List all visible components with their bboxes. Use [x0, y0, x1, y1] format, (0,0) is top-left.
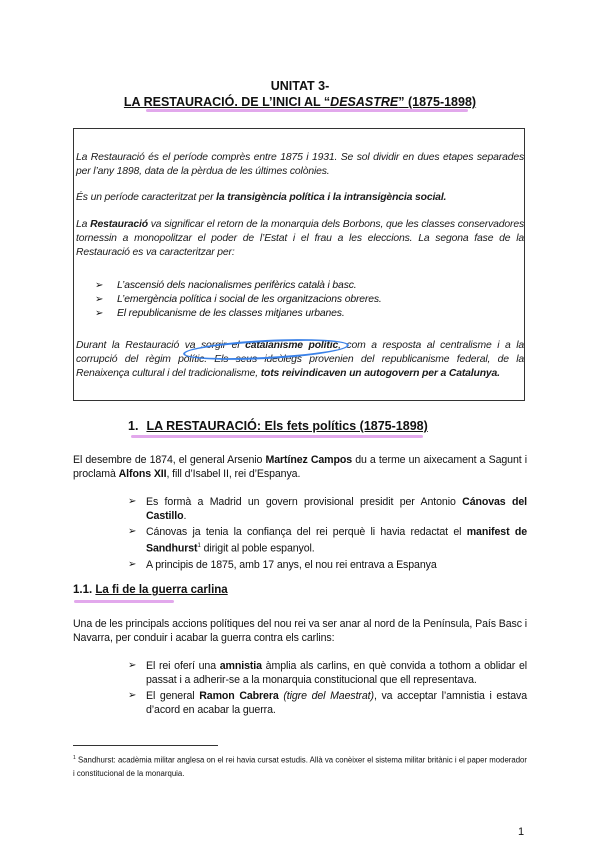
unit-title: UNITAT 3- [270, 79, 330, 93]
list-item-text: El republicanisme de les classes mitjanes urbanes. [117, 308, 345, 319]
list-item-text: L’emergència política i social de les organitzacions obreres. [117, 294, 382, 305]
bold-text: Ramon Cabrera [199, 690, 279, 702]
text: va significar el retorn de la monarquia dels Borbons, que les classes conservadores tornessin a monopolitzar el poder de l’Estat i el frau a les eleccions. La segona fase de la Restauració es va caracteritzar per: [76, 219, 524, 258]
summary-paragraph [76, 218, 524, 260]
text: du a terme un aixecament a Sagunt i proclamà [73, 454, 527, 480]
body-paragraph: Una de les principals accions polítiques del nou rei va ser anar al nord de la Península, País Basc i Navarra, per conduir i acabar la guerra contra els carlins: [73, 618, 527, 644]
section-heading [128, 419, 428, 433]
arrow-bullet-icon: ➢ [128, 558, 137, 570]
text: El general [146, 690, 200, 702]
section-title: LA RESTAURACIÓ: Els fets polítics (1875-1898) [146, 419, 428, 433]
text: El desembre de 1874, el general Arsenio [73, 454, 266, 466]
text: És un període caracteritzat per [76, 192, 217, 203]
arrow-bullet-icon: ➢ [95, 308, 104, 319]
list-item [128, 558, 527, 572]
text: , fill d’Isabel II, rei d’Espanya. [166, 468, 301, 480]
bullet-list [128, 659, 527, 719]
footnote-separator [73, 745, 218, 746]
title-part: ” (1875-1898) [398, 95, 477, 109]
section-number: 1. [128, 419, 139, 433]
list-item [95, 307, 382, 321]
list-item [95, 293, 382, 307]
arrow-bullet-icon: ➢ [128, 660, 137, 671]
section-number: 1.1. [73, 584, 93, 596]
text: àmplia als carlins, en què convida a tothom a oblidar el passat i a adherir-se a la monarquia constitucional que ell representava. [146, 660, 528, 686]
title-emphasis: DESASTRE [330, 95, 399, 109]
text: Cánovas ja tenia la confiança del rei perquè li havia redactat el [146, 526, 467, 538]
footnote-reference[interactable]: 1 [197, 543, 201, 549]
summary-paragraph: La Restauració és el període comprès entre 1875 i 1931. Se sol dividir en dues etapes separades per l’any 1898, data de la pèrdua de les últimes colònies. [76, 152, 524, 177]
bold-text: Alfons XII [118, 468, 167, 480]
document-title [0, 95, 600, 109]
section-title: La fi de la guerra carlina [95, 584, 228, 596]
bold-text: Martínez Campos [265, 454, 353, 466]
highlighter-mark [74, 600, 174, 603]
summary-bullets [95, 279, 382, 321]
list-item [128, 689, 527, 717]
text: , com a resposta al centralisme i a la corrupció del règim polític. Els seus ideòlegs provenien del republicanisme federal, de la Renaixença cultural i del tradicionalisme, [76, 340, 524, 379]
arrow-bullet-icon: ➢ [95, 280, 104, 291]
body-paragraph [73, 453, 527, 481]
text: La [76, 219, 91, 230]
footnote-text: Sandhurst: acadèmia militar anglesa on el rei havia cursat estudis. Allà va conèixer el sistema militar britànic i el paper moderador i constitucional de la monarquia. [73, 755, 527, 778]
highlighter-mark [146, 109, 468, 112]
footnote-mark: 1 [73, 755, 76, 761]
arrow-bullet-icon: ➢ [128, 526, 137, 537]
title-part: LA RESTAURACIÓ. DE L’INICI AL “ [123, 95, 331, 109]
list-item [95, 279, 382, 293]
highlighter-mark [131, 435, 423, 438]
bold-text: la transigència política i la intransigència social. [216, 192, 447, 203]
list-item [128, 495, 527, 523]
bold-text: amnistia [219, 660, 262, 672]
list-item [128, 659, 527, 687]
italic-text: (tigre del Maestrat) [278, 690, 374, 702]
bold-text: Restauració [90, 219, 148, 230]
subsection-heading [73, 584, 228, 596]
summary-paragraph [76, 191, 524, 205]
bold-text: Cánovas del Castillo [146, 496, 527, 522]
bold-text: catalanisme polític [245, 340, 339, 351]
bold-text: tots reivindicaven un autogovern per a Catalunya. [260, 368, 500, 379]
footnote [73, 752, 527, 780]
list-item [128, 525, 527, 556]
text: , va acceptar l’amnistia i estava d’acord en acabar la guerra. [146, 690, 528, 716]
arrow-bullet-icon: ➢ [128, 496, 137, 507]
text: A principis de 1875, amb 17 anys, el nou rei entrava a Espanya [146, 558, 437, 571]
bold-text: manifest de Sandhurst [146, 526, 527, 555]
text: dirigit al poble espanyol. [200, 542, 315, 555]
text: Es formà a Madrid un govern provisional presidit per Antonio [146, 496, 463, 508]
text: Durant la Restauració va sorgir el [76, 340, 246, 351]
bullet-list [128, 495, 527, 574]
page-number: 1 [518, 826, 525, 838]
arrow-bullet-icon: ➢ [95, 294, 104, 305]
list-item-text: L’ascensió dels nacionalismes perifèrics català i basc. [117, 280, 357, 291]
text: El rei oferí una [146, 660, 220, 672]
text: . [183, 510, 187, 522]
arrow-bullet-icon: ➢ [128, 690, 137, 701]
